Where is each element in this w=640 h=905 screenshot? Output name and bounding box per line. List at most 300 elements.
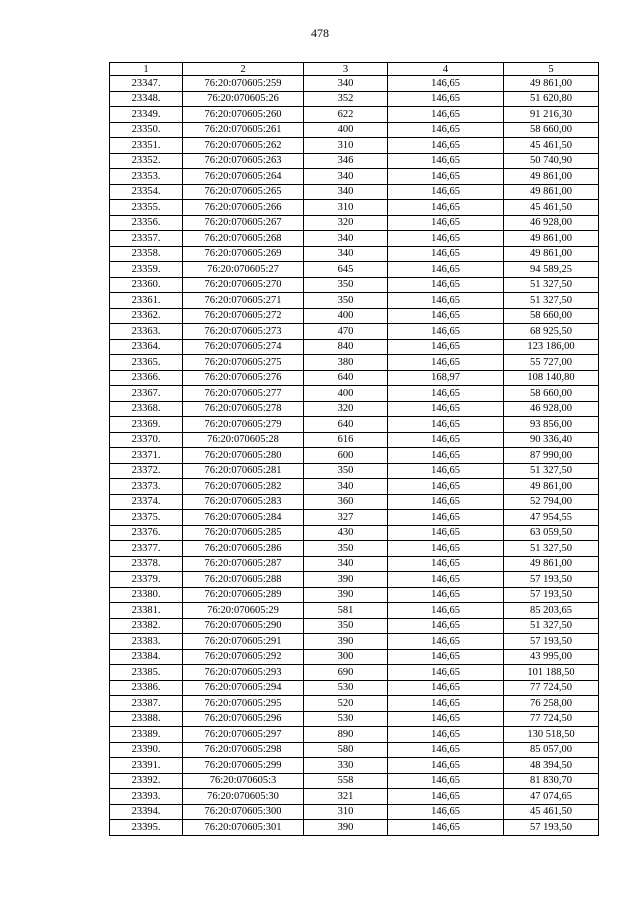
- table-row: [110, 665, 599, 681]
- value-cell: 49 861,00: [504, 556, 599, 572]
- table-row: [110, 184, 599, 200]
- rate-cell: 146,65: [388, 153, 504, 169]
- cadastral-number-cell: 76:20:070605:28: [183, 432, 304, 448]
- rate-cell: 146,65: [388, 789, 504, 805]
- area-cell: 310: [304, 200, 388, 216]
- row-number-cell: 23357.: [110, 231, 183, 247]
- table-row: [110, 231, 599, 247]
- table-row: [110, 463, 599, 479]
- area-cell: 340: [304, 231, 388, 247]
- rate-cell: 146,65: [388, 107, 504, 123]
- row-number-cell: 23395.: [110, 820, 183, 836]
- value-cell: 57 193,50: [504, 634, 599, 650]
- table-row: [110, 479, 599, 495]
- cadastral-number-cell: 76:20:070605:271: [183, 293, 304, 309]
- row-number-cell: 23368.: [110, 401, 183, 417]
- rate-cell: 146,65: [388, 556, 504, 572]
- cadastral-number-cell: 76:20:070605:29: [183, 603, 304, 619]
- table-row: [110, 603, 599, 619]
- value-cell: 51 327,50: [504, 618, 599, 634]
- cadastral-number-cell: 76:20:070605:294: [183, 680, 304, 696]
- column-header-1: 1: [110, 63, 183, 76]
- table-row: [110, 525, 599, 541]
- table-header-row: [110, 63, 599, 76]
- value-cell: 55 727,00: [504, 355, 599, 371]
- row-number-cell: 23351.: [110, 138, 183, 154]
- rate-cell: 146,65: [388, 355, 504, 371]
- table-row: [110, 634, 599, 650]
- value-cell: 123 186,00: [504, 339, 599, 355]
- value-cell: 45 461,50: [504, 200, 599, 216]
- rate-cell: 146,65: [388, 246, 504, 262]
- cadastral-number-cell: 76:20:070605:296: [183, 711, 304, 727]
- value-cell: 91 216,30: [504, 107, 599, 123]
- rate-cell: 146,65: [388, 231, 504, 247]
- cadastral-number-cell: 76:20:070605:290: [183, 618, 304, 634]
- value-cell: 58 660,00: [504, 122, 599, 138]
- table-row: [110, 91, 599, 107]
- table-row: [110, 680, 599, 696]
- area-cell: 321: [304, 789, 388, 805]
- table-row: [110, 200, 599, 216]
- rate-cell: 146,65: [388, 401, 504, 417]
- cadastral-number-cell: 76:20:070605:262: [183, 138, 304, 154]
- cadastral-number-cell: 76:20:070605:269: [183, 246, 304, 262]
- cadastral-number-cell: 76:20:070605:267: [183, 215, 304, 231]
- cadastral-number-cell: 76:20:070605:284: [183, 510, 304, 526]
- cadastral-number-cell: 76:20:070605:300: [183, 804, 304, 820]
- table-row: [110, 107, 599, 123]
- area-cell: 300: [304, 649, 388, 665]
- value-cell: 46 928,00: [504, 401, 599, 417]
- table-row: [110, 727, 599, 743]
- row-number-cell: 23370.: [110, 432, 183, 448]
- cadastral-number-cell: 76:20:070605:288: [183, 572, 304, 588]
- value-cell: 76 258,00: [504, 696, 599, 712]
- column-header-4: 4: [388, 63, 504, 76]
- cadastral-number-cell: 76:20:070605:27: [183, 262, 304, 278]
- row-number-cell: 23376.: [110, 525, 183, 541]
- row-number-cell: 23362.: [110, 308, 183, 324]
- rate-cell: 146,65: [388, 293, 504, 309]
- rate-cell: 146,65: [388, 696, 504, 712]
- row-number-cell: 23386.: [110, 680, 183, 696]
- value-cell: 46 928,00: [504, 215, 599, 231]
- area-cell: 390: [304, 634, 388, 650]
- row-number-cell: 23364.: [110, 339, 183, 355]
- table-row: [110, 649, 599, 665]
- page-number: 478: [311, 26, 329, 40]
- area-cell: 400: [304, 122, 388, 138]
- column-header-5: 5: [504, 63, 599, 76]
- row-number-cell: 23393.: [110, 789, 183, 805]
- cadastral-number-cell: 76:20:070605:268: [183, 231, 304, 247]
- row-number-cell: 23388.: [110, 711, 183, 727]
- rate-cell: 146,65: [388, 91, 504, 107]
- row-number-cell: 23366.: [110, 370, 183, 386]
- cadastral-number-cell: 76:20:070605:279: [183, 417, 304, 433]
- table-row: [110, 324, 599, 340]
- row-number-cell: 23394.: [110, 804, 183, 820]
- cadastral-number-cell: 76:20:070605:275: [183, 355, 304, 371]
- rate-cell: 146,65: [388, 494, 504, 510]
- cadastral-number-cell: 76:20:070605:293: [183, 665, 304, 681]
- cadastral-number-cell: 76:20:070605:30: [183, 789, 304, 805]
- value-cell: 85 203,65: [504, 603, 599, 619]
- area-cell: 340: [304, 479, 388, 495]
- cadastral-number-cell: 76:20:070605:265: [183, 184, 304, 200]
- area-cell: 640: [304, 370, 388, 386]
- table-row: [110, 138, 599, 154]
- row-number-cell: 23359.: [110, 262, 183, 278]
- table-row: [110, 386, 599, 402]
- table-row: [110, 246, 599, 262]
- row-number-cell: 23381.: [110, 603, 183, 619]
- rate-cell: 146,65: [388, 169, 504, 185]
- area-cell: 340: [304, 556, 388, 572]
- row-number-cell: 23392.: [110, 773, 183, 789]
- cadastral-number-cell: 76:20:070605:260: [183, 107, 304, 123]
- area-cell: 390: [304, 572, 388, 588]
- area-cell: 350: [304, 618, 388, 634]
- value-cell: 51 327,50: [504, 541, 599, 557]
- value-cell: 49 861,00: [504, 231, 599, 247]
- table-row: [110, 448, 599, 464]
- table-row: [110, 587, 599, 603]
- row-number-cell: 23377.: [110, 541, 183, 557]
- cadastral-number-cell: 76:20:070605:270: [183, 277, 304, 293]
- row-number-cell: 23387.: [110, 696, 183, 712]
- rate-cell: 146,65: [388, 618, 504, 634]
- row-number-cell: 23373.: [110, 479, 183, 495]
- cadastral-number-cell: 76:20:070605:273: [183, 324, 304, 340]
- value-cell: 90 336,40: [504, 432, 599, 448]
- table-row: [110, 556, 599, 572]
- rate-cell: 146,65: [388, 525, 504, 541]
- value-cell: 49 861,00: [504, 76, 599, 92]
- table-body: [110, 76, 599, 836]
- value-cell: 51 327,50: [504, 463, 599, 479]
- table-row: [110, 494, 599, 510]
- rate-cell: 146,65: [388, 432, 504, 448]
- column-header-2: 2: [183, 63, 304, 76]
- cadastral-number-cell: 76:20:070605:280: [183, 448, 304, 464]
- cadastral-number-cell: 76:20:070605:259: [183, 76, 304, 92]
- area-cell: 320: [304, 215, 388, 231]
- area-cell: 530: [304, 711, 388, 727]
- table-row: [110, 789, 599, 805]
- area-cell: 400: [304, 386, 388, 402]
- row-number-cell: 23358.: [110, 246, 183, 262]
- table-row: [110, 742, 599, 758]
- area-cell: 616: [304, 432, 388, 448]
- row-number-cell: 23360.: [110, 277, 183, 293]
- rate-cell: 146,65: [388, 649, 504, 665]
- area-cell: 622: [304, 107, 388, 123]
- table-row: [110, 773, 599, 789]
- area-cell: 340: [304, 246, 388, 262]
- cadastral-number-cell: 76:20:070605:264: [183, 169, 304, 185]
- area-cell: 310: [304, 138, 388, 154]
- rate-cell: 146,65: [388, 587, 504, 603]
- area-cell: 380: [304, 355, 388, 371]
- area-cell: 390: [304, 820, 388, 836]
- row-number-cell: 23380.: [110, 587, 183, 603]
- row-number-cell: 23382.: [110, 618, 183, 634]
- value-cell: 48 394,50: [504, 758, 599, 774]
- area-cell: 430: [304, 525, 388, 541]
- cadastral-number-cell: 76:20:070605:266: [183, 200, 304, 216]
- rate-cell: 146,65: [388, 386, 504, 402]
- value-cell: 51 620,80: [504, 91, 599, 107]
- cadastral-number-cell: 76:20:070605:3: [183, 773, 304, 789]
- cadastral-number-cell: 76:20:070605:276: [183, 370, 304, 386]
- cadastral-number-cell: 76:20:070605:295: [183, 696, 304, 712]
- rate-cell: 146,65: [388, 510, 504, 526]
- area-cell: 340: [304, 76, 388, 92]
- row-number-cell: 23363.: [110, 324, 183, 340]
- row-number-cell: 23367.: [110, 386, 183, 402]
- table-row: [110, 293, 599, 309]
- rate-cell: 146,65: [388, 417, 504, 433]
- value-cell: 108 140,80: [504, 370, 599, 386]
- row-number-cell: 23353.: [110, 169, 183, 185]
- rate-cell: 146,65: [388, 742, 504, 758]
- table-row: [110, 696, 599, 712]
- area-cell: 327: [304, 510, 388, 526]
- value-cell: 101 188,50: [504, 665, 599, 681]
- rate-cell: 146,65: [388, 665, 504, 681]
- rate-cell: 146,65: [388, 448, 504, 464]
- row-number-cell: 23384.: [110, 649, 183, 665]
- rate-cell: 146,65: [388, 138, 504, 154]
- rate-cell: 146,65: [388, 215, 504, 231]
- area-cell: 352: [304, 91, 388, 107]
- row-number-cell: 23350.: [110, 122, 183, 138]
- cadastral-number-cell: 76:20:070605:297: [183, 727, 304, 743]
- row-number-cell: 23375.: [110, 510, 183, 526]
- cadastral-number-cell: 76:20:070605:26: [183, 91, 304, 107]
- value-cell: 94 589,25: [504, 262, 599, 278]
- table-row: [110, 820, 599, 836]
- area-cell: 330: [304, 758, 388, 774]
- value-cell: 81 830,70: [504, 773, 599, 789]
- cadastral-number-cell: 76:20:070605:282: [183, 479, 304, 495]
- rate-cell: 146,65: [388, 262, 504, 278]
- cadastral-number-cell: 76:20:070605:272: [183, 308, 304, 324]
- area-cell: 890: [304, 727, 388, 743]
- area-cell: 360: [304, 494, 388, 510]
- cadastral-number-cell: 76:20:070605:285: [183, 525, 304, 541]
- table-row: [110, 122, 599, 138]
- value-cell: 51 327,50: [504, 277, 599, 293]
- table-row: [110, 308, 599, 324]
- value-cell: 47 954,55: [504, 510, 599, 526]
- cadastral-number-cell: 76:20:070605:286: [183, 541, 304, 557]
- table-row: [110, 262, 599, 278]
- cadastral-number-cell: 76:20:070605:298: [183, 742, 304, 758]
- table-row: [110, 169, 599, 185]
- cadastral-number-cell: 76:20:070605:281: [183, 463, 304, 479]
- value-cell: 49 861,00: [504, 479, 599, 495]
- value-cell: 87 990,00: [504, 448, 599, 464]
- row-number-cell: 23349.: [110, 107, 183, 123]
- cadastral-number-cell: 76:20:070605:278: [183, 401, 304, 417]
- area-cell: 580: [304, 742, 388, 758]
- area-cell: 520: [304, 696, 388, 712]
- table-row: [110, 432, 599, 448]
- table-row: [110, 711, 599, 727]
- value-cell: 93 856,00: [504, 417, 599, 433]
- row-number-cell: 23355.: [110, 200, 183, 216]
- cadastral-number-cell: 76:20:070605:287: [183, 556, 304, 572]
- area-cell: 346: [304, 153, 388, 169]
- row-number-cell: 23348.: [110, 91, 183, 107]
- row-number-cell: 23383.: [110, 634, 183, 650]
- rate-cell: 146,65: [388, 324, 504, 340]
- row-number-cell: 23361.: [110, 293, 183, 309]
- table-row: [110, 417, 599, 433]
- cadastral-number-cell: 76:20:070605:299: [183, 758, 304, 774]
- value-cell: 49 861,00: [504, 169, 599, 185]
- rate-cell: 146,65: [388, 603, 504, 619]
- rate-cell: 146,65: [388, 820, 504, 836]
- area-cell: 690: [304, 665, 388, 681]
- table-row: [110, 401, 599, 417]
- table-row: [110, 76, 599, 92]
- value-cell: 52 794,00: [504, 494, 599, 510]
- cadastral-number-cell: 76:20:070605:291: [183, 634, 304, 650]
- area-cell: 840: [304, 339, 388, 355]
- area-cell: 350: [304, 293, 388, 309]
- value-cell: 58 660,00: [504, 308, 599, 324]
- value-cell: 77 724,50: [504, 711, 599, 727]
- area-cell: 340: [304, 169, 388, 185]
- row-number-cell: 23385.: [110, 665, 183, 681]
- area-cell: 310: [304, 804, 388, 820]
- rate-cell: 146,65: [388, 308, 504, 324]
- table-row: [110, 510, 599, 526]
- row-number-cell: 23390.: [110, 742, 183, 758]
- value-cell: 51 327,50: [504, 293, 599, 309]
- rate-cell: 146,65: [388, 804, 504, 820]
- column-header-3: 3: [304, 63, 388, 76]
- cadastral-number-cell: 76:20:070605:277: [183, 386, 304, 402]
- value-cell: 45 461,50: [504, 804, 599, 820]
- value-cell: 77 724,50: [504, 680, 599, 696]
- cadastral-number-cell: 76:20:070605:283: [183, 494, 304, 510]
- area-cell: 645: [304, 262, 388, 278]
- value-cell: 57 193,50: [504, 820, 599, 836]
- value-cell: 85 057,00: [504, 742, 599, 758]
- row-number-cell: 23379.: [110, 572, 183, 588]
- value-cell: 63 059,50: [504, 525, 599, 541]
- area-cell: 558: [304, 773, 388, 789]
- row-number-cell: 23391.: [110, 758, 183, 774]
- rate-cell: 146,65: [388, 277, 504, 293]
- area-cell: 400: [304, 308, 388, 324]
- table-row: [110, 541, 599, 557]
- rate-cell: 146,65: [388, 541, 504, 557]
- table-row: [110, 618, 599, 634]
- cadastral-number-cell: 76:20:070605:274: [183, 339, 304, 355]
- row-number-cell: 23378.: [110, 556, 183, 572]
- registry-table: [109, 62, 599, 836]
- rate-cell: 146,65: [388, 773, 504, 789]
- table-row: [110, 339, 599, 355]
- value-cell: 57 193,50: [504, 572, 599, 588]
- cadastral-number-cell: 76:20:070605:301: [183, 820, 304, 836]
- area-cell: 350: [304, 463, 388, 479]
- rate-cell: 146,65: [388, 634, 504, 650]
- rate-cell: 168,97: [388, 370, 504, 386]
- row-number-cell: 23389.: [110, 727, 183, 743]
- row-number-cell: 23352.: [110, 153, 183, 169]
- value-cell: 43 995,00: [504, 649, 599, 665]
- row-number-cell: 23354.: [110, 184, 183, 200]
- table-row: [110, 215, 599, 231]
- area-cell: 530: [304, 680, 388, 696]
- table-row: [110, 277, 599, 293]
- area-cell: 350: [304, 277, 388, 293]
- cadastral-number-cell: 76:20:070605:263: [183, 153, 304, 169]
- value-cell: 68 925,50: [504, 324, 599, 340]
- rate-cell: 146,65: [388, 727, 504, 743]
- row-number-cell: 23372.: [110, 463, 183, 479]
- area-cell: 640: [304, 417, 388, 433]
- value-cell: 49 861,00: [504, 246, 599, 262]
- cadastral-number-cell: 76:20:070605:289: [183, 587, 304, 603]
- value-cell: 130 518,50: [504, 727, 599, 743]
- cadastral-number-cell: 76:20:070605:261: [183, 122, 304, 138]
- table-row: [110, 355, 599, 371]
- rate-cell: 146,65: [388, 184, 504, 200]
- area-cell: 340: [304, 184, 388, 200]
- area-cell: 320: [304, 401, 388, 417]
- rate-cell: 146,65: [388, 680, 504, 696]
- value-cell: 57 193,50: [504, 587, 599, 603]
- value-cell: 50 740,90: [504, 153, 599, 169]
- row-number-cell: 23356.: [110, 215, 183, 231]
- area-cell: 390: [304, 587, 388, 603]
- table-row: [110, 153, 599, 169]
- value-cell: 45 461,50: [504, 138, 599, 154]
- area-cell: 600: [304, 448, 388, 464]
- value-cell: 58 660,00: [504, 386, 599, 402]
- area-cell: 581: [304, 603, 388, 619]
- cadastral-number-cell: 76:20:070605:292: [183, 649, 304, 665]
- row-number-cell: 23369.: [110, 417, 183, 433]
- value-cell: 47 074,65: [504, 789, 599, 805]
- area-cell: 350: [304, 541, 388, 557]
- table-row: [110, 804, 599, 820]
- table-row: [110, 572, 599, 588]
- row-number-cell: 23365.: [110, 355, 183, 371]
- rate-cell: 146,65: [388, 76, 504, 92]
- value-cell: 49 861,00: [504, 184, 599, 200]
- rate-cell: 146,65: [388, 758, 504, 774]
- table-row: [110, 758, 599, 774]
- area-cell: 470: [304, 324, 388, 340]
- rate-cell: 146,65: [388, 572, 504, 588]
- table-row: [110, 370, 599, 386]
- row-number-cell: 23347.: [110, 76, 183, 92]
- rate-cell: 146,65: [388, 122, 504, 138]
- rate-cell: 146,65: [388, 711, 504, 727]
- rate-cell: 146,65: [388, 339, 504, 355]
- row-number-cell: 23371.: [110, 448, 183, 464]
- rate-cell: 146,65: [388, 463, 504, 479]
